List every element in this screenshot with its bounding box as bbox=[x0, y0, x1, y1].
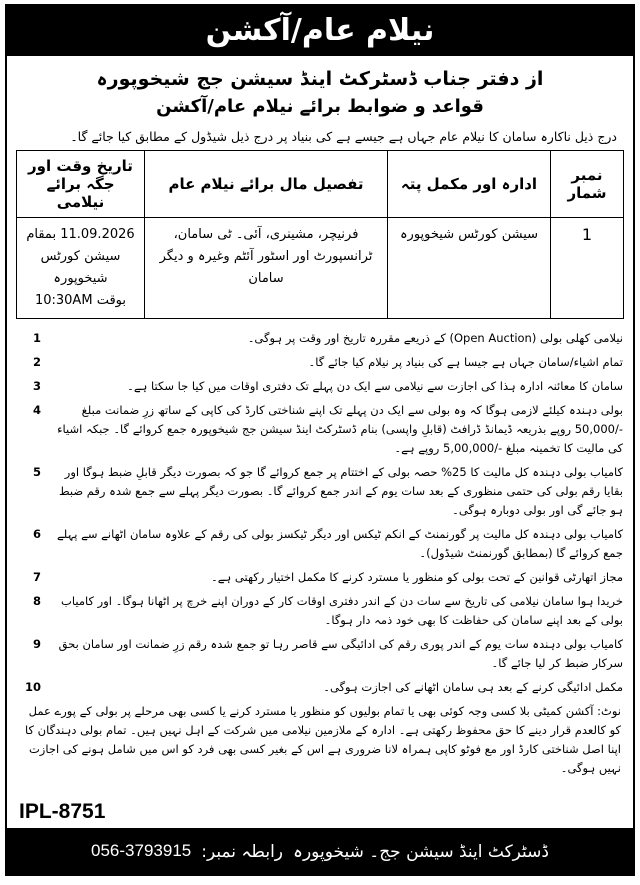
auction-place: بمقام سیشن کورٹس شیخوپورہ bbox=[26, 227, 121, 286]
header-serial: نمبر شمار bbox=[551, 151, 624, 218]
auction-notice-page bbox=[5, 4, 635, 876]
term-number: 8 bbox=[32, 594, 41, 608]
ipl-reference: IPL-8751 bbox=[19, 800, 106, 823]
list-item bbox=[17, 635, 623, 673]
rules-title: قواعد و ضوابط برائے نیلام عام/آکشن bbox=[156, 96, 484, 117]
list-item bbox=[17, 678, 623, 697]
list-item bbox=[17, 401, 623, 458]
term-text: سامان کا معائنہ ادارہ ہذا کی اجازت سے نیلامی سے ایک دن پہلے تک دفتری اوقات میں کیا جا سکتا ہے۔ bbox=[127, 379, 623, 393]
auction-time-label: بوقت bbox=[96, 293, 127, 308]
term-number: 5 bbox=[32, 465, 41, 479]
term-text: کامیاب بولی دہندہ کل مالیت کا 25% حصہ بولی کے اختتام پر جمع کروائے گا جو کہ بصورت دیگر قابلِ ضبط ہوگا اور بقایا رقم بولی کی حتمی منظوری کے بعد سات یوم کے اندر جمع کروائے گا۔ بصورت دیگر پہلے سے جمع شدہ رقم ضبط ہو جائے گی اور بولی دوبارہ ہوگی۔ bbox=[58, 465, 623, 517]
term-text: بولی دہندہ کیلئے لازمی ہوگا کہ وہ بولی سے ایک دن پہلے تک اپنے شناختی کارڈ کی کاپی کے ساتھ زرِ ضمانت مبلغ -/50,000 روپے بذریعہ ڈیمانڈ ڈرافٹ (قابلِ واپسی) بنام ڈسٹرکٹ اینڈ سیشن جج شیخوپورہ جمع کروائے گا۔ جبکہ اشیاء کی مالیت کا تخمینہ مبلغ -/5,00,000 روپے ہے۔ bbox=[57, 403, 623, 455]
term-number: 1 bbox=[32, 331, 41, 345]
term-number: 10 bbox=[24, 680, 41, 694]
term-text: نیلامی کھلی بولی (Open Auction) کے ذریعے مقررہ تاریخ اور وقت پر ہوگی۔ bbox=[247, 331, 623, 345]
list-item bbox=[17, 568, 623, 587]
term-text: مکمل ادائیگی کرنے کے بعد ہی سامان اٹھانے کی اجازت ہوگی۔ bbox=[323, 680, 623, 694]
cell-description: فرنیچر، مشینری، آئی۔ ٹی سامان، ٹرانسپورٹ اور اسٹور آئٹم وغیرہ و دیگر سامان bbox=[145, 218, 388, 319]
cell-serial: 1 bbox=[551, 218, 624, 319]
list-item bbox=[17, 592, 623, 630]
table-header-row bbox=[17, 151, 624, 218]
auction-items-table bbox=[16, 150, 624, 319]
cell-date-time-place bbox=[17, 218, 145, 319]
footer-bar bbox=[7, 828, 633, 874]
office-heading: از دفتر جناب ڈسٹرکٹ اینڈ سیشن جج شیخوپورہ bbox=[96, 68, 544, 90]
notice-banner bbox=[7, 6, 633, 56]
list-item bbox=[17, 377, 623, 396]
issuer-name: ڈسٹرکٹ اینڈ سیشن جج۔ شیخوپورہ bbox=[293, 841, 549, 862]
term-number: 2 bbox=[32, 355, 41, 369]
term-text: کامیاب بولی دہندہ سات یوم کے اندر پوری رقم کی ادائیگی سے قاصر رہا تو جمع شدہ رقم زرِ ضمانت اور سامان بحق سرکار ضبط کر لیا جائے گا۔ bbox=[58, 637, 623, 670]
cell-organization: سیشن کورٹس شیخوپورہ bbox=[388, 218, 551, 319]
term-text: کامیاب بولی دہندہ کل مالیت پر گورنمنٹ کے انکم ٹیکس اور دیگر ٹیکسز بولی کی رقم کے علاوہ سامان اٹھانے سے پہلے جمع کروائے گا (بمطابق گورنمنٹ شیڈول)۔ bbox=[57, 527, 623, 560]
term-text: مجاز اتھارٹی قوانین کے تحت بولی کو منظور یا مسترد کرنے کا مکمل اختیار رکھتی ہے۔ bbox=[211, 570, 623, 584]
terms-list bbox=[7, 329, 633, 697]
term-number: 6 bbox=[32, 527, 41, 541]
auction-date: 11.09.2026 bbox=[60, 227, 135, 242]
header-description: تفصیل مال برائے نیلام عام bbox=[145, 151, 388, 218]
table-row bbox=[17, 218, 624, 319]
term-number: 4 bbox=[32, 403, 41, 417]
contact-label: رابطہ نمبر: bbox=[201, 841, 284, 862]
list-item bbox=[17, 525, 623, 563]
header-organization: ادارہ اور مکمل پتہ bbox=[388, 151, 551, 218]
term-number: 3 bbox=[32, 379, 41, 393]
list-item bbox=[17, 329, 623, 348]
term-text: تمام اشیاء/سامان جہاں ہے جیسا ہے کی بنیاد پر نیلام کیا جائے گا۔ bbox=[308, 355, 623, 369]
term-number: 9 bbox=[32, 637, 41, 651]
list-item bbox=[17, 353, 623, 372]
banner-title: نیلام عام/آکشن bbox=[205, 13, 435, 48]
auction-time: 10:30AM bbox=[34, 293, 93, 308]
intro-text: درج ذیل ناکارہ سامان کا نیلام عام جہاں ہے جیسے ہے کی بنیاد پر درج ذیل شیڈول کے مطابق کیا جائے گا۔ bbox=[70, 129, 617, 144]
term-text: خریدا ہوا سامان نیلامی کی تاریخ سے سات دن کے اندر دفتری اوقات کار کے دوران اپنے خرچ پر اٹھانا ہوگا۔ اور کامیاب بولی کے بعد اپنے سامان کی حفاظت کا بھی خود ذمہ دار ہوگا۔ bbox=[61, 594, 623, 627]
header-date-time-place: تاریخ وقت اور جگہ برائے نیلامی bbox=[17, 151, 145, 218]
list-item bbox=[17, 463, 623, 520]
term-number: 7 bbox=[32, 570, 41, 584]
note-text: نوٹ: آکشن کمیٹی بلا کسی وجہ کوئی بھی یا تمام بولیوں کو منظور یا مسترد کرنے یا کسی بھی مرحلے پر بولی کے پورے عمل کو کالعدم قرار دینے کا حق محفوظ رکھتی ہے۔ ادارہ کے ملازمین نیلامی میں شرکت کے اہل نہیں ہیں۔ تمام بولی دہندگان کا اپنا اصل شناختی کارڈ اور مع فوٹو کاپی ہمراہ لانا ضروری ہے اس کے بغیر کسی بھی فرد کو اس میں شامل ہونے کی اجازت نہیں ہوگی۔ bbox=[25, 704, 621, 775]
contact-phone: 056-3793915 bbox=[91, 841, 192, 860]
